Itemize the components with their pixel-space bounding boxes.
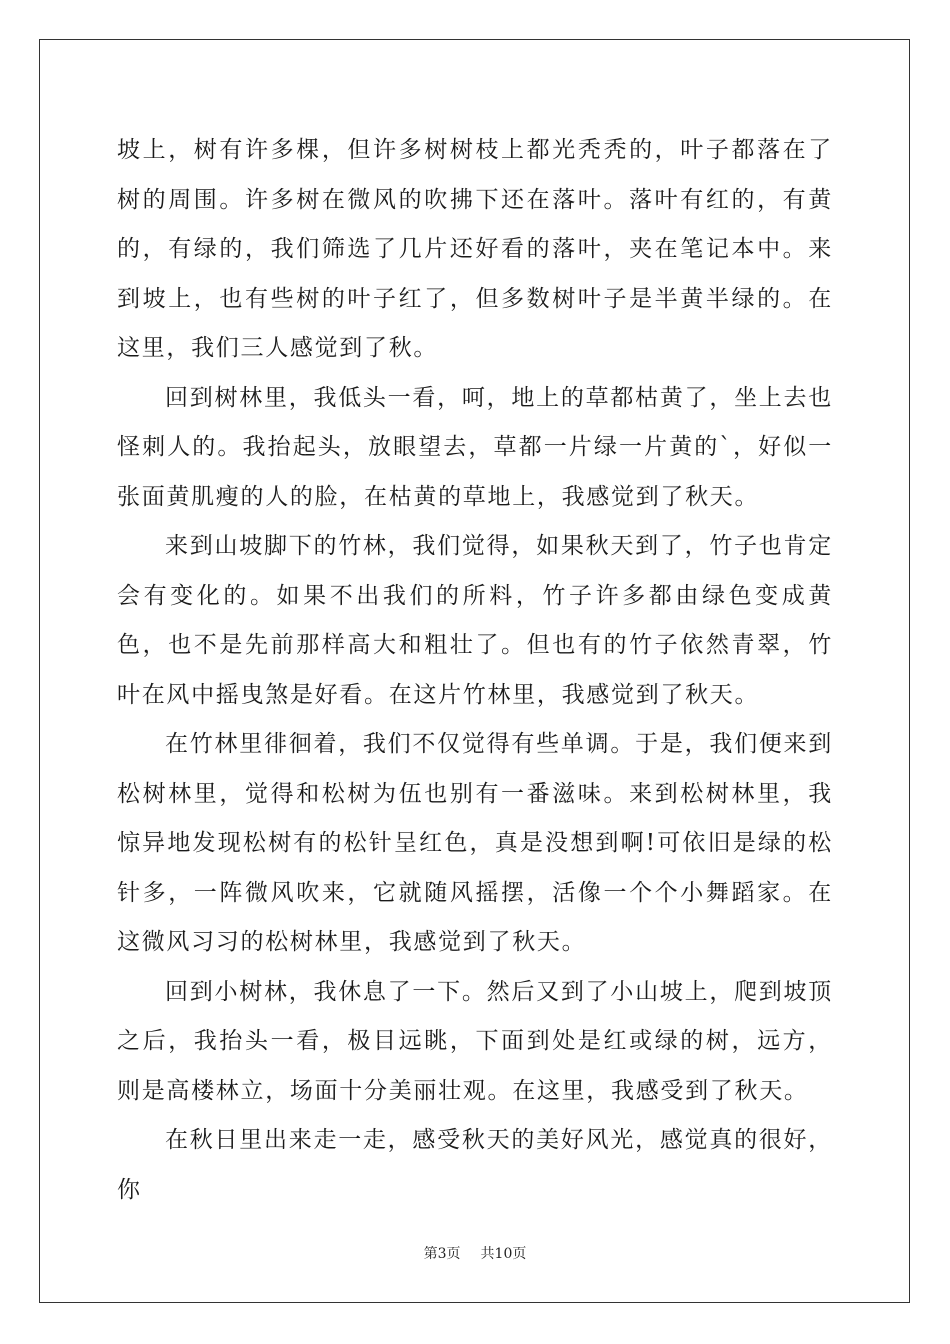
paragraph-1: 坡上，树有许多棵，但许多树树枝上都光秃秃的，叶子都落在了树的周围。许多树在微风的吹拂下还在落叶。落叶有红的，有黄的，有绿的，我们筛选了几片还好看的落叶，夹在笔记本中。来到坡上，也有些树的叶子红了，但多数树叶子是半黄半绿的。在这里，我们三人感觉到了秋。 [117,137,833,361]
page-footer [0,1244,950,1264]
paragraph-4: 在竹林里徘徊着，我们不仅觉得有些单调。于是，我们便来到松树林里，觉得和松树为伍也别有一番滋味。来到松树林里，我惊异地发现松树有的松针呈红色，真是没想到啊!可依旧是绿的松针多，一阵微风吹来，它就随风摇摆，活像一个个小舞蹈家。在这微风习习的松树林里，我感觉到了秋天。 [117,731,833,955]
paragraph-2: 回到树林里，我低头一看，呵，地上的草都枯黄了，坐上去也怪刺人的。我抬起头，放眼望去，草都一片绿一片黄的`，好似一张面黄肌瘦的人的脸，在枯黄的草地上，我感觉到了秋天。 [117,384,833,510]
paragraph-5: 回到小树林，我休息了一下。然后又到了小山坡上，爬到坡顶之后，我抬头一看，极目远眺，下面到处是红或绿的树，远方，则是高楼林立，场面十分美丽壮观。在这里，我感受到了秋天。 [117,978,833,1104]
document-body [117,126,833,1215]
page-number: 第3页 [423,1246,461,1262]
paragraph-3: 来到山坡脚下的竹林，我们觉得，如果秋天到了，竹子也肯定会有变化的。如果不出我们的所料，竹子许多都由绿色变成黄色，也不是先前那样高大和粗壮了。但也有的竹子依然青翠，竹叶在风中摇曳煞是好看。在这片竹林里，我感觉到了秋天。 [117,533,833,708]
paragraph-6: 在秋日里出来走一走，感受秋天的美好风光，感觉真的很好，你 [117,1127,833,1203]
page-total: 共10页 [480,1246,527,1262]
